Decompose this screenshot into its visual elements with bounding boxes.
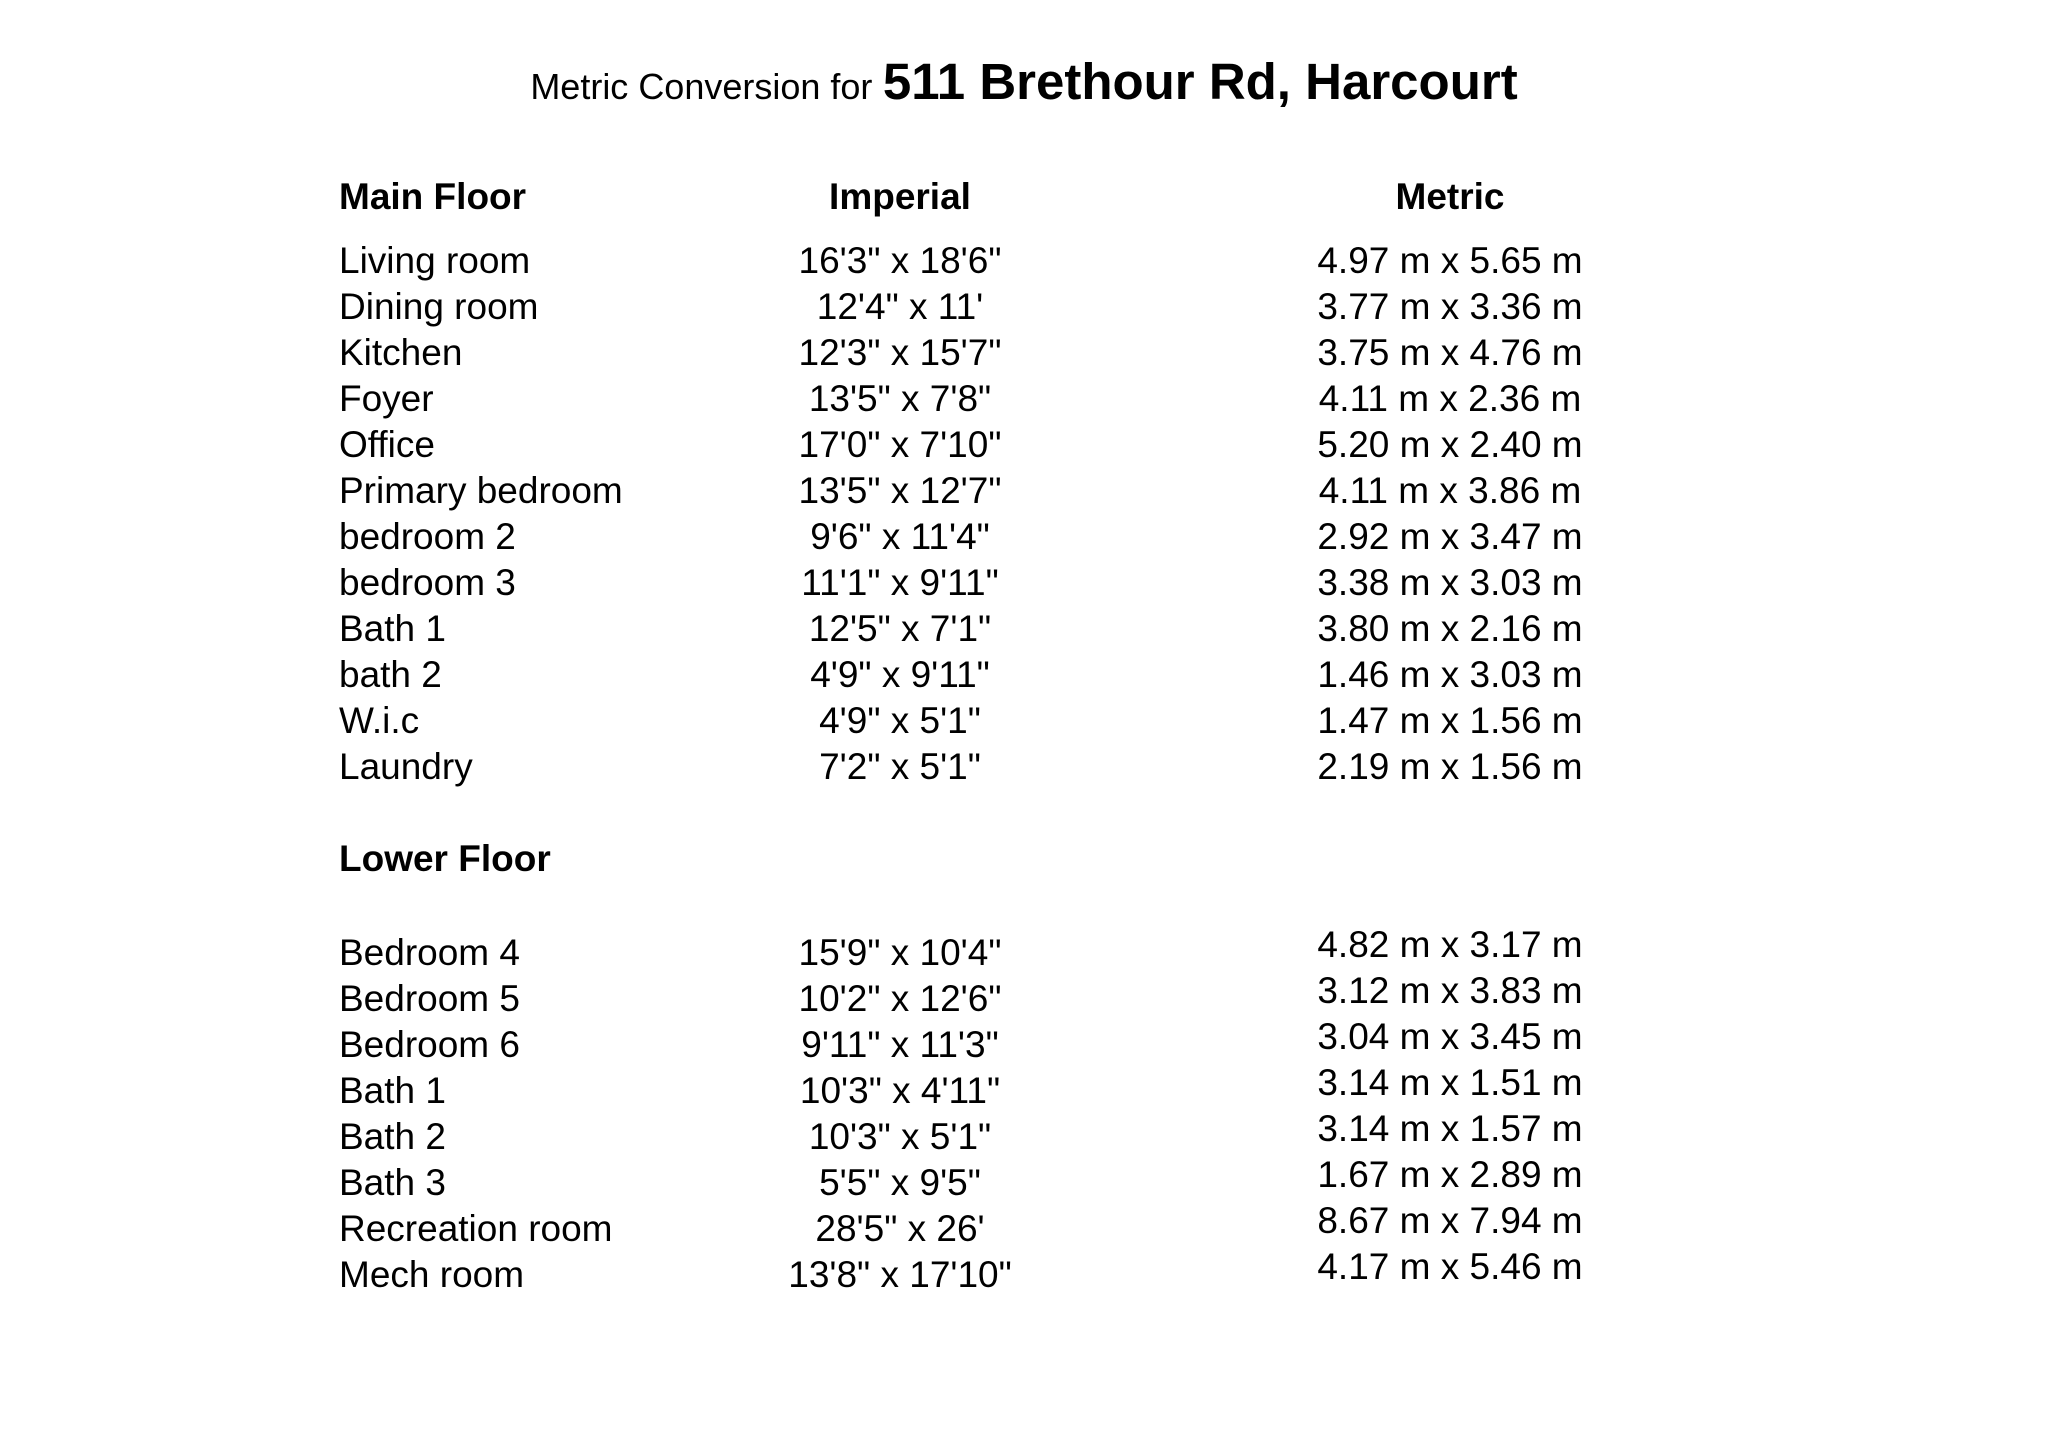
title-prefix: Metric Conversion for	[530, 66, 873, 107]
table-row	[0, 1062, 2048, 1114]
table-row	[0, 560, 2048, 606]
room-name: Bath 3	[339, 1162, 446, 1203]
metric-dimensions: 1.46 m x 3.03 m	[1317, 654, 1583, 695]
imperial-dimensions: 4'9" x 5'1"	[819, 700, 981, 741]
metric-dimensions: 3.38 m x 3.03 m	[1317, 562, 1583, 603]
imperial-dimensions: 7'2" x 5'1"	[819, 746, 981, 787]
room-name: Foyer	[339, 378, 434, 419]
table-row	[0, 744, 2048, 790]
imperial-dimensions: 12'3" x 15'7"	[798, 332, 1002, 373]
imperial-dimensions: 17'0" x 7'10"	[798, 424, 1002, 465]
imperial-dimensions: 13'5" x 12'7"	[798, 470, 1002, 511]
lower-floor-heading: Lower Floor	[339, 838, 551, 879]
metric-dimensions: 4.17 m x 5.46 m	[1317, 1246, 1583, 1287]
imperial-dimensions: 15'9" x 10'4"	[798, 932, 1002, 973]
imperial-dimensions: 10'3" x 5'1"	[808, 1116, 992, 1157]
metric-dimensions: 5.20 m x 2.40 m	[1317, 424, 1583, 465]
metric-dimensions: 2.92 m x 3.47 m	[1317, 516, 1583, 557]
table-row	[0, 238, 2048, 284]
room-name: Mech room	[339, 1254, 525, 1295]
imperial-dimensions: 10'2" x 12'6"	[798, 978, 1002, 1019]
table-row	[0, 1016, 2048, 1068]
imperial-dimensions: 10'3" x 4'11"	[799, 1070, 1001, 1111]
metric-dimensions: 1.67 m x 2.89 m	[1317, 1154, 1583, 1195]
table-row	[0, 970, 2048, 1022]
table-row	[0, 652, 2048, 698]
metric-column-header: Metric	[1395, 176, 1505, 217]
metric-dimensions: 4.11 m x 3.86 m	[1318, 470, 1582, 511]
table-row	[0, 284, 2048, 330]
room-name: Primary bedroom	[339, 470, 623, 511]
table-row	[0, 924, 2048, 976]
metric-dimensions: 4.11 m x 2.36 m	[1318, 378, 1582, 419]
table-row	[0, 698, 2048, 744]
room-name: bath 2	[339, 654, 442, 695]
table-row	[0, 422, 2048, 468]
table-row	[0, 1108, 2048, 1160]
room-name: bedroom 3	[339, 562, 516, 603]
room-name: Kitchen	[339, 332, 463, 373]
table-row	[0, 514, 2048, 560]
imperial-dimensions: 5'5" x 9'5"	[819, 1162, 981, 1203]
room-name: Living room	[339, 240, 531, 281]
room-name: Bedroom 6	[339, 1024, 520, 1065]
imperial-dimensions: 9'11" x 11'3"	[801, 1024, 999, 1065]
metric-dimensions: 3.77 m x 3.36 m	[1317, 286, 1583, 327]
room-name: Recreation room	[339, 1208, 613, 1249]
table-row	[0, 376, 2048, 422]
room-name: Office	[339, 424, 435, 465]
imperial-dimensions: 12'4" x 11'	[816, 286, 984, 327]
table-row	[0, 330, 2048, 376]
imperial-column-header: Imperial	[829, 176, 971, 217]
metric-dimensions: 3.80 m x 2.16 m	[1317, 608, 1583, 649]
metric-dimensions: 1.47 m x 1.56 m	[1317, 700, 1583, 741]
metric-dimensions: 4.97 m x 5.65 m	[1317, 240, 1583, 281]
metric-dimensions: 3.14 m x 1.57 m	[1317, 1108, 1583, 1149]
metric-dimensions: 3.75 m x 4.76 m	[1317, 332, 1583, 373]
table-row	[0, 468, 2048, 514]
room-name: Bath 1	[339, 1070, 446, 1111]
metric-dimensions: 3.04 m x 3.45 m	[1317, 1016, 1583, 1057]
property-address: 511 Brethour Rd, Harcourt	[882, 53, 1518, 110]
metric-dimensions: 3.12 m x 3.83 m	[1317, 970, 1583, 1011]
room-name: bedroom 2	[339, 516, 516, 557]
imperial-dimensions: 13'5" x 7'8"	[808, 378, 992, 419]
table-row	[0, 1200, 2048, 1252]
metric-dimensions: 3.14 m x 1.51 m	[1317, 1062, 1583, 1103]
imperial-dimensions: 4'9" x 9'11"	[810, 654, 990, 695]
room-name: Bedroom 5	[339, 978, 520, 1019]
metric-dimensions: 2.19 m x 1.56 m	[1317, 746, 1583, 787]
room-name: Dining room	[339, 286, 539, 327]
metric-dimensions: 8.67 m x 7.94 m	[1317, 1200, 1583, 1241]
room-name: Bedroom 4	[339, 932, 520, 973]
room-name: Bath 2	[339, 1116, 446, 1157]
imperial-dimensions: 12'5" x 7'1"	[808, 608, 992, 649]
metric-dimensions: 4.82 m x 3.17 m	[1317, 924, 1583, 965]
imperial-dimensions: 28'5" x 26'	[815, 1208, 985, 1249]
room-name: Laundry	[339, 746, 473, 787]
table-row	[0, 606, 2048, 652]
imperial-dimensions: 11'1" x 9'11"	[801, 562, 999, 603]
table-row	[0, 1154, 2048, 1206]
imperial-dimensions: 9'6" x 11'4"	[810, 516, 990, 557]
room-name: Bath 1	[339, 608, 446, 649]
table-row	[0, 1246, 2048, 1298]
page-title	[0, 52, 2048, 111]
main-floor-heading: Main Floor	[339, 176, 527, 217]
room-name: W.i.c	[339, 700, 420, 741]
imperial-dimensions: 13'8" x 17'10"	[788, 1254, 1012, 1295]
imperial-dimensions: 16'3" x 18'6"	[798, 240, 1002, 281]
